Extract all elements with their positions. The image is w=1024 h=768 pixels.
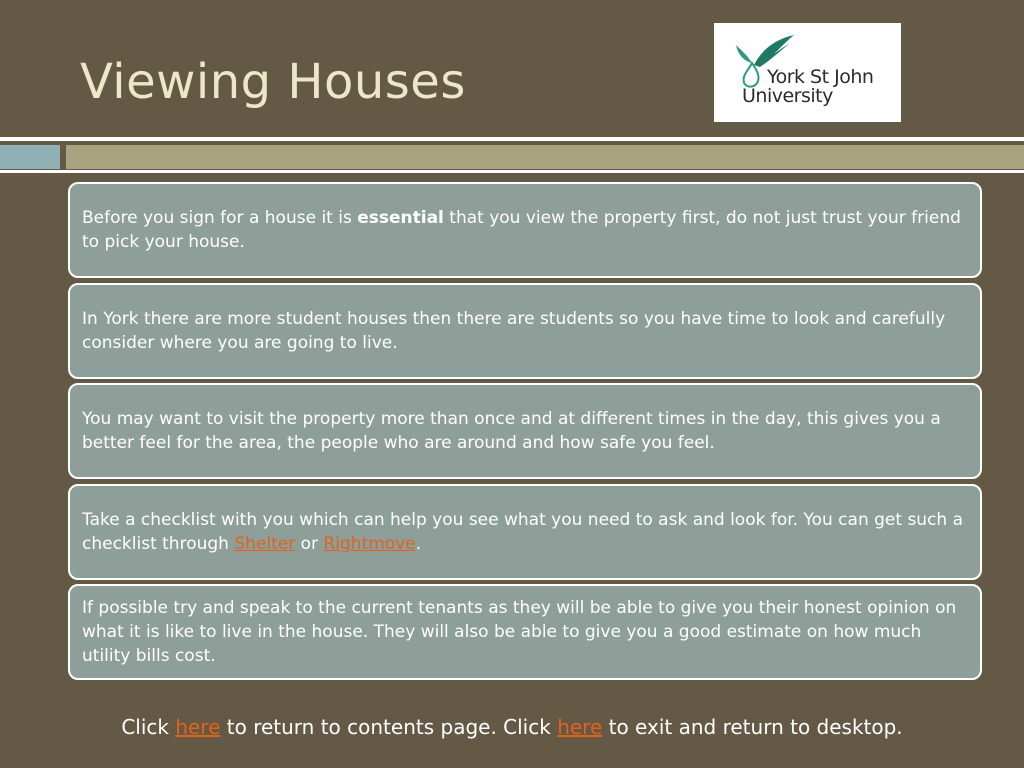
- info-text: In York there are more student houses then there are students so you have time to look and carefully consider where you are going to live.: [82, 309, 946, 353]
- text-part: that you view the property first, do not just trust your friend to pick your house.: [82, 208, 961, 252]
- shelter-link[interactable]: Shelter: [234, 534, 296, 554]
- info-text: [82, 508, 968, 556]
- footer-text: to exit and return to desktop.: [602, 715, 903, 739]
- contents-page-link[interactable]: here: [175, 715, 221, 739]
- info-text: [82, 206, 968, 254]
- accent-bar-blue: [0, 145, 60, 169]
- info-text: You may want to visit the property more than once and at different times in the day, this gives you a better feel for the area, the people who are around and how safe you feel.: [82, 409, 941, 453]
- footer-navigation: [0, 715, 1024, 739]
- text-part: .: [415, 534, 422, 554]
- footer-text: to return to contents page. Click: [220, 715, 558, 739]
- divider-top: [0, 137, 1024, 141]
- footer-text: Click: [121, 715, 176, 739]
- info-box-view-first: [68, 182, 982, 278]
- text-part: or: [295, 534, 324, 554]
- logo-line-2: University: [742, 85, 833, 107]
- divider-bottom: [0, 170, 1024, 173]
- info-box-checklist: [68, 484, 982, 580]
- emphasis-text: essential: [357, 208, 444, 228]
- info-box-more-houses: [68, 283, 982, 379]
- page-title: Viewing Houses: [80, 54, 466, 110]
- info-box-visit-times: [68, 383, 982, 479]
- logo-line-1: York St John: [767, 66, 874, 88]
- text-part: Before you sign for a house it is: [82, 208, 358, 228]
- university-logo: [714, 23, 901, 122]
- info-box-tenants: [68, 584, 982, 680]
- accent-bar-olive: [66, 145, 1024, 169]
- info-text: If possible try and speak to the current tenants as they will be able to give you their honest opinion on what it is like to live in the house. They will also be able to give you a good estimate on how much utility bills cost.: [82, 598, 957, 666]
- text-part: Take a checklist with you which can help you see what you need to ask and look for. You can get such a checklist through: [82, 510, 964, 554]
- exit-desktop-link[interactable]: here: [557, 715, 603, 739]
- rightmove-link[interactable]: Rightmove: [323, 534, 416, 554]
